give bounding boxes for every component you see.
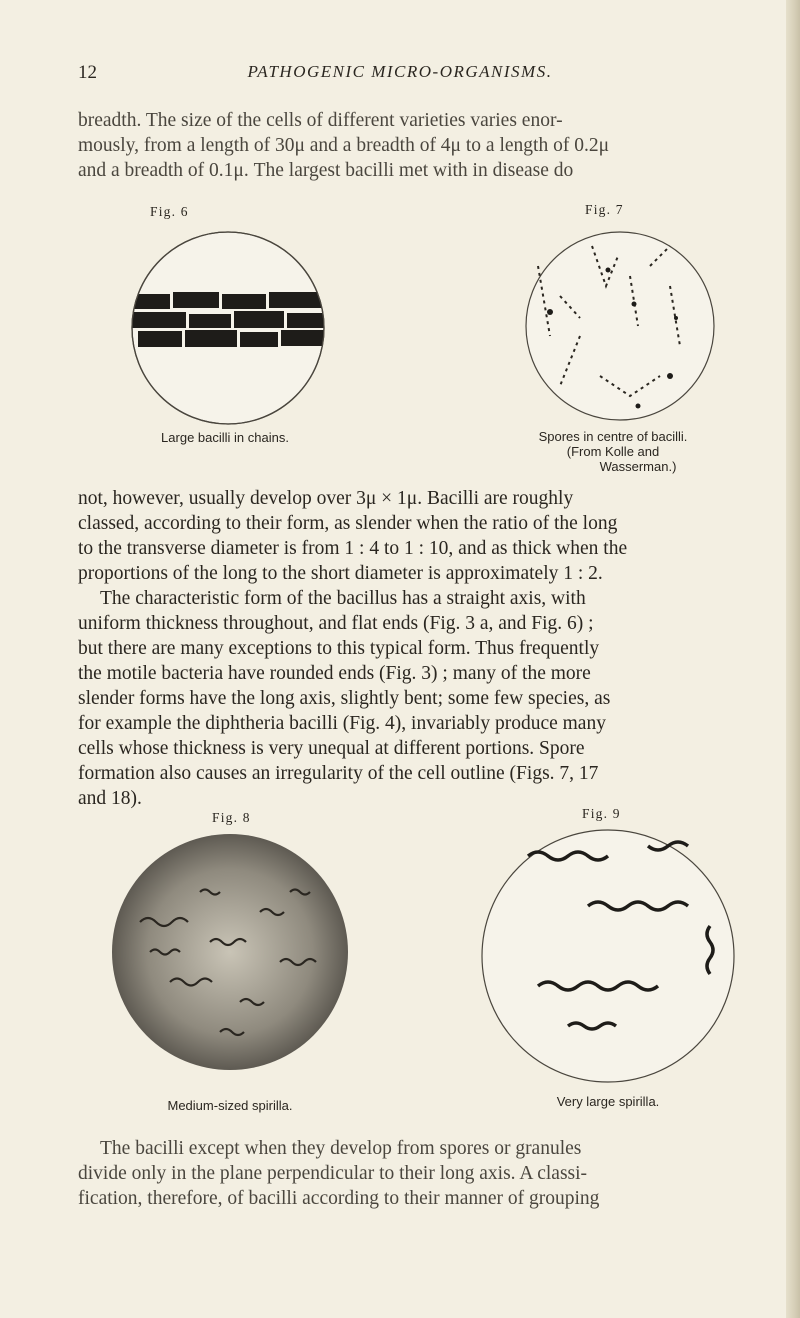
text-line: not, however, usually develop over 3μ × 1μ. Bacilli are roughly — [78, 488, 574, 509]
text-line: and 18). — [78, 788, 142, 809]
text-line: divide only in the plane perpendicular to their long axis. A classi- — [78, 1163, 588, 1184]
fig8-illustration — [110, 832, 350, 1072]
text-line: proportions of the long to the short diameter is approximately 1 : 2. — [78, 563, 603, 584]
text-line: cells whose thickness is very unequal at different portions. Spore — [78, 738, 585, 759]
caption-line: (From Kolle and — [566, 444, 660, 459]
text-line: slender forms have the long axis, slightly bent; some few species, as — [78, 688, 611, 709]
fig6-caption: Large bacilli in chains. — [161, 430, 289, 445]
paragraph-1 — [78, 108, 738, 183]
fig7-illustration — [520, 226, 720, 426]
page-header — [0, 62, 800, 86]
text-line: classed, according to their form, as slender when the ratio of the long — [78, 513, 618, 534]
text-line: fication, therefore, of bacilli according to their manner of grouping — [78, 1188, 600, 1209]
page-edge — [786, 0, 800, 1318]
text-line: The characteristic form of the bacillus has a straight axis, with — [100, 588, 586, 609]
caption-line: Spores in centre of bacilli. — [538, 429, 688, 444]
text-line: mously, from a length of 30μ and a breadth of 4μ to a length of 0.2μ — [78, 135, 610, 156]
text-line: formation also causes an irregularity of the cell outline (Figs. 7, 17 — [78, 763, 599, 784]
running-title: PATHOGENIC MICRO-ORGANISMS. — [247, 62, 553, 81]
page-number: 12 — [78, 62, 97, 83]
fig9-illustration — [478, 826, 738, 1086]
fig6-illustration — [128, 228, 328, 428]
paragraph-3 — [78, 1136, 738, 1211]
fig9-label: Fig. 9 — [582, 806, 621, 821]
text-line: for example the diphtheria bacilli (Fig. 4), invariably produce many — [78, 713, 606, 734]
caption-line: Wasserman.) — [599, 459, 677, 474]
fig7-label: Fig. 7 — [585, 202, 624, 217]
fig8-label: Fig. 8 — [212, 810, 251, 825]
text-line: the motile bacteria have rounded ends (Fig. 3) ; many of the more — [78, 663, 591, 684]
paragraph-2 — [78, 486, 738, 811]
text-line: and a breadth of 0.1μ. The largest bacilli met with in disease do — [78, 160, 574, 181]
fig6-label: Fig. 6 — [150, 204, 189, 219]
text-line: The bacilli except when they develop from spores or granules — [100, 1138, 582, 1159]
text-line: to the transverse diameter is from 1 : 4 to 1 : 10, and as thick when the — [78, 538, 628, 559]
fig8-caption: Medium-sized spirilla. — [167, 1098, 293, 1113]
text-line: breadth. The size of the cells of different varieties varies enor- — [78, 110, 563, 131]
text-line: uniform thickness throughout, and flat ends (Fig. 3 a, and Fig. 6) ; — [78, 613, 594, 634]
fig7-caption — [488, 429, 738, 474]
fig9-caption: Very large spirilla. — [556, 1094, 660, 1109]
text-line: but there are many exceptions to this typical form. Thus frequently — [78, 638, 600, 659]
